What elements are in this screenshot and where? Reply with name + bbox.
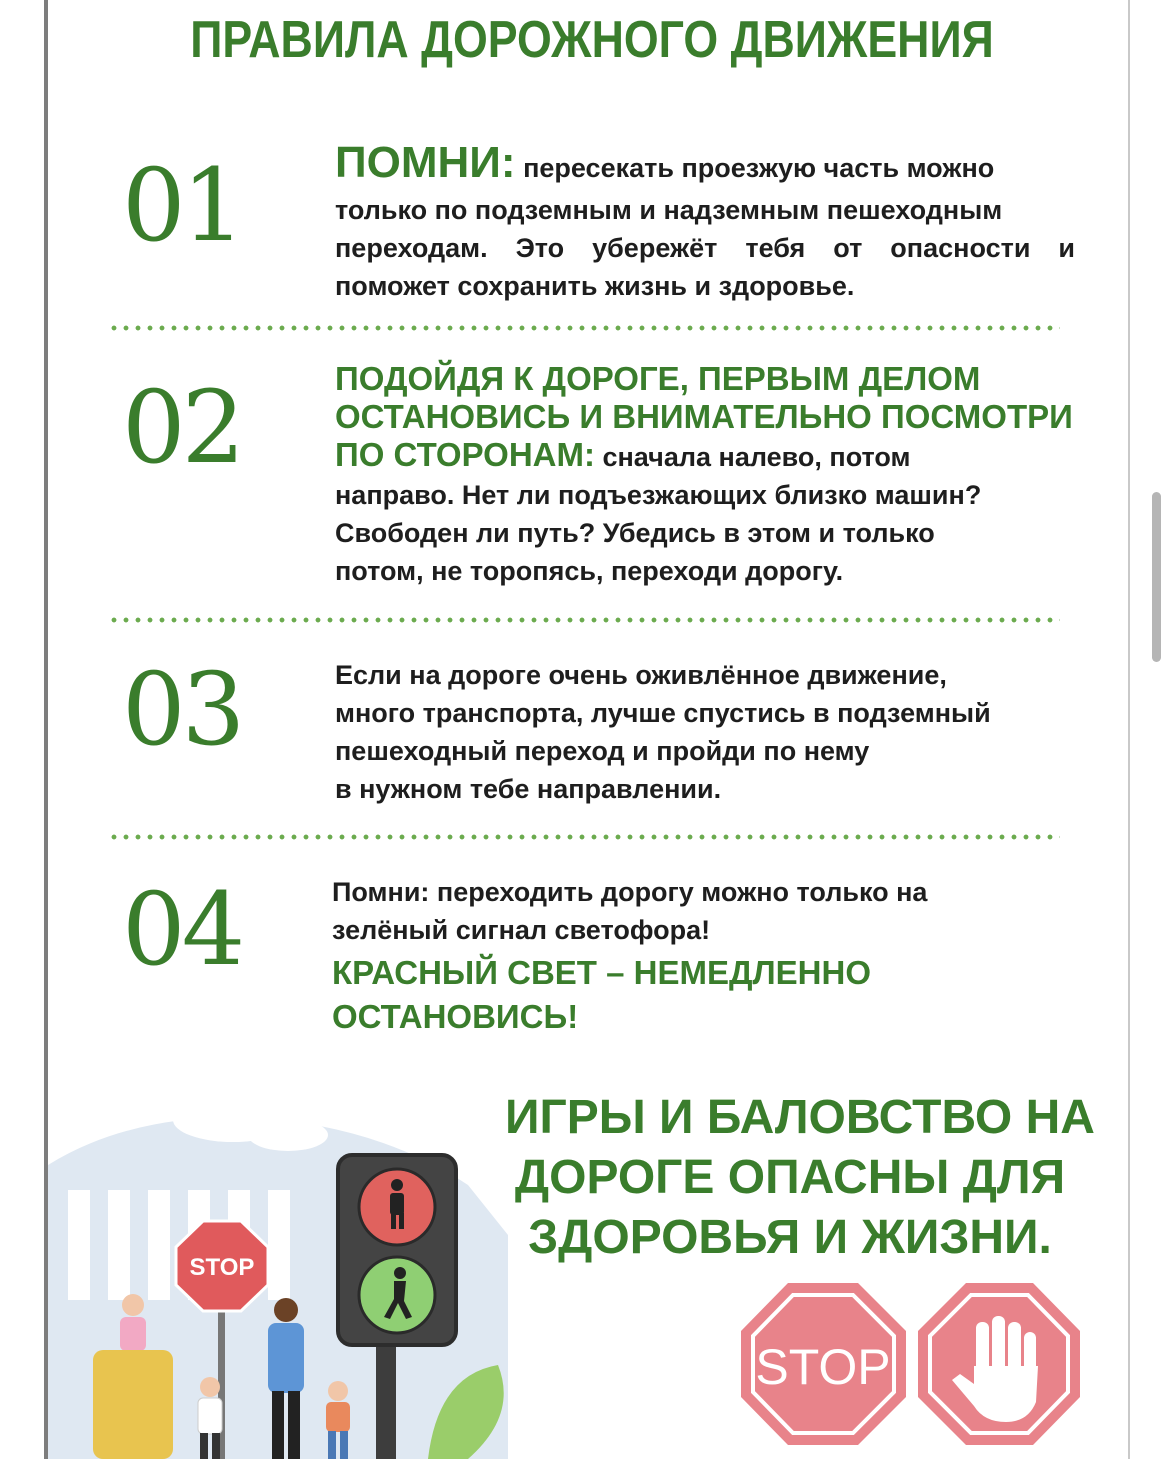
rule-01-text <box>335 140 1075 305</box>
rule-number-04: 04 <box>122 871 242 988</box>
page-border-right <box>1128 0 1130 1459</box>
slogan <box>505 1088 1095 1268</box>
rule-04-green-line-0: КРАСНЫЙ СВЕТ – НЕМЕДЛЕННО <box>332 954 871 991</box>
rule-03-line-3: в нужном тебе направлении. <box>335 774 722 804</box>
slogan-line-1: ДОРОГЕ ОПАСНЫ ДЛЯ <box>514 1151 1066 1204</box>
rule-02-line-3: потом, не торопясь, переходи дорогу. <box>335 556 844 586</box>
rule-03-line-1: много транспорта, лучше спустись в подземный <box>335 698 991 728</box>
rule-04-line-0: Помни: переходить дорогу можно только на <box>332 877 928 907</box>
rule-02-line-0: сначала налево, потом <box>602 442 911 472</box>
rule-03-text <box>335 656 1075 808</box>
rule-04-line-1: зелёный сигнал светофора! <box>332 915 711 945</box>
rule-02-green-inline: ПО СТОРОНАМ: <box>335 436 595 473</box>
rule-04-green-line-1: ОСТАНОВИСЬ! <box>332 998 579 1035</box>
rule-number-03: 03 <box>122 651 242 768</box>
street-crossing-illustration <box>48 1095 568 1459</box>
rule-02-green-line-0: ПОДОЙДЯ К ДОРОГЕ, ПЕРВЫМ ДЕЛОМ <box>335 360 981 397</box>
divider-1 <box>108 325 1060 331</box>
rule-01-line-2: переходам. Это убережёт тебя от опасности и <box>335 233 1075 263</box>
rule-03-line-0: Если на дороге очень оживлённое движение, <box>335 660 947 690</box>
rule-04-text <box>332 873 1072 1039</box>
scrollbar[interactable] <box>1152 492 1161 662</box>
slogan-line-2: ЗДОРОВЬЯ И ЖИЗНИ. <box>528 1211 1052 1264</box>
divider-2 <box>108 617 1060 623</box>
rule-02-green-line-1: ОСТАНОВИСЬ И ВНИМАТЕЛЬНО ПОСМОТРИ <box>335 398 1073 435</box>
stop-signs <box>738 1280 1088 1448</box>
rule-01-line-0: пересекать проезжую часть можно <box>523 153 995 183</box>
rule-number-01: 01 <box>122 147 242 264</box>
rule-number-02: 02 <box>122 369 242 486</box>
rule-02-line-2: Свободен ли путь? Убедись в этом и только <box>335 518 935 548</box>
rule-01-heading: ПОМНИ: <box>335 138 516 187</box>
rule-02-text <box>335 360 1075 590</box>
page-title: ПРАВИЛА ДОРОЖНОГО ДВИЖЕНИЯ <box>190 11 994 69</box>
rule-01-line-3: поможет сохранить жизнь и здоровье. <box>335 271 855 301</box>
stop-sign-text: STOP <box>755 1339 891 1395</box>
slogan-line-0: ИГРЫ И БАЛОВСТВО НА <box>505 1091 1095 1144</box>
traffic-light-pole <box>376 1345 396 1459</box>
rule-01-line-1: только по подземным и надземным пешеходным <box>335 195 1003 225</box>
stop-sign-small-text: STOP <box>189 1254 255 1281</box>
rule-02-line-1: направо. Нет ли подъезжающих близко машин? <box>335 480 982 510</box>
divider-3 <box>108 834 1060 840</box>
cloud <box>248 1119 328 1151</box>
rule-03-line-2: пешеходный переход и пройди по нему <box>335 736 870 766</box>
